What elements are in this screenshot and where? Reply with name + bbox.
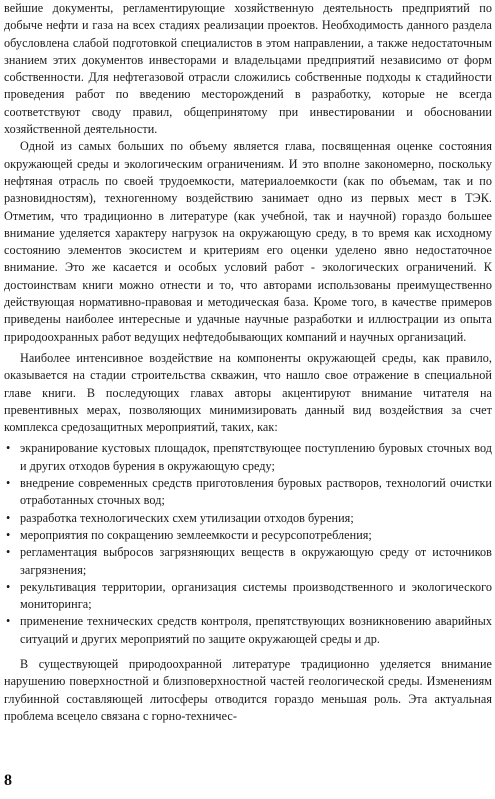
list-item: • внедрение современных средств приготовления буровых растворов, технологий очистки отработанных сточных вод;	[6, 476, 492, 508]
list-item: • применение технических средств контроля, препятствующих возникновению аварийных ситуаций и других мероприятий по защите окружающей среды и др.	[6, 614, 492, 646]
list-item: • мероприятия по сокращению землеемкости и ресурсопотребления;	[4, 527, 492, 544]
page-body	[4, 0, 492, 725]
bullet-icon: •	[6, 476, 11, 491]
paragraph-environment-chapter: Одной из самых больших по объему является глава, посвященная оценке состояния окружающей среды и экологическим ограничениям. И это вполне закономерно, поскольку нефтяная отрасль по своей трудоемкости, материалоемкости (как по объемам, так и по разновидностям), техногенному воздействию занимает одно из первых мест в ТЭК. Отметим, что традиционно в литературе (как учебной, так и научной) гораздо большее внимание уделяется характеру нагрузок на окружающую среду, в то время как исходному состоянию элементов экосистем и критериям его оценки уделено явно недостаточное внимание. Это же касается и особых условий работ - экологических ограничений. К достоинствам книги можно отнести и то, что авторами использованы преимущественно действующая нормативно-правовая и методическая база. Кроме того, в качестве примеров приведены наиболее интересные и удачные научные разработки и иллюстрации из опыта природоохранных работ ведущих нефтедобывающих компаний и научных организаций.	[4, 139, 492, 344]
list-item: • регламентация выбросов загрязняющих веществ в окружающую среду от источников загрязнения;	[6, 545, 492, 577]
paragraph-intro: вейшие документы, регламентирующие хозяйственную деятельность предприятий по добыче нефти и газа на всех стадиях реализации проектов. Необходимость данного раздела обусловлена слабой подготовкой специалистов в этом направлении, а также недостаточным знанием этих документов инвесторами и владельцами предприятий независимо от форм собственности. Для нефтегазовой отрасли сложились собственные подходы к стадийности проведения работ по введению месторождений в разработку, которые не всегда соответствуют своду правил, общепринятому при инвестировании и обосновании хозяйственной деятельности.	[4, 1, 492, 137]
bullet-icon: •	[6, 614, 11, 629]
measures-list	[4, 440, 492, 648]
bullet-icon: •	[6, 510, 11, 525]
bullet-icon: •	[6, 527, 11, 542]
list-item: • экранирование кустовых площадок, препятствующее поступлению буровых сточных вод и других отходов бурения в окружающую среду;	[6, 441, 492, 473]
list-item: • разработка технологических схем утилизации отходов бурения;	[4, 510, 492, 527]
paragraph-well-construction: Наиболее интенсивное воздействие на компоненты окружающей среды, как правило, оказывается на стадии строительства скважин, что нашло свое отражение в специальной главе книги. В последующих главах авторы акцентируют внимание читателя на превентивных мерах, позволяющих минимизировать данный вид воздействия за счет комплекса средозащитных мероприятий, таких, как:	[4, 350, 492, 435]
page-number: 8	[4, 772, 12, 789]
bullet-icon: •	[6, 441, 11, 456]
bullet-icon: •	[6, 545, 11, 560]
bullet-icon: •	[6, 579, 11, 594]
paragraph-geological-environment: В существующей природоохранной литературе традиционно уделяется внимание нарушению поверхностной и близповерхностной частей геологической среды. Изменениям глубинной составляющей литосферы отводится гораздо меньшая роль. Эта актуальная проблема всецело связана с горно-техничес-	[4, 656, 492, 723]
list-item: • рекультивация территории, организация системы производственного и экологического мониторинга;	[6, 579, 492, 612]
